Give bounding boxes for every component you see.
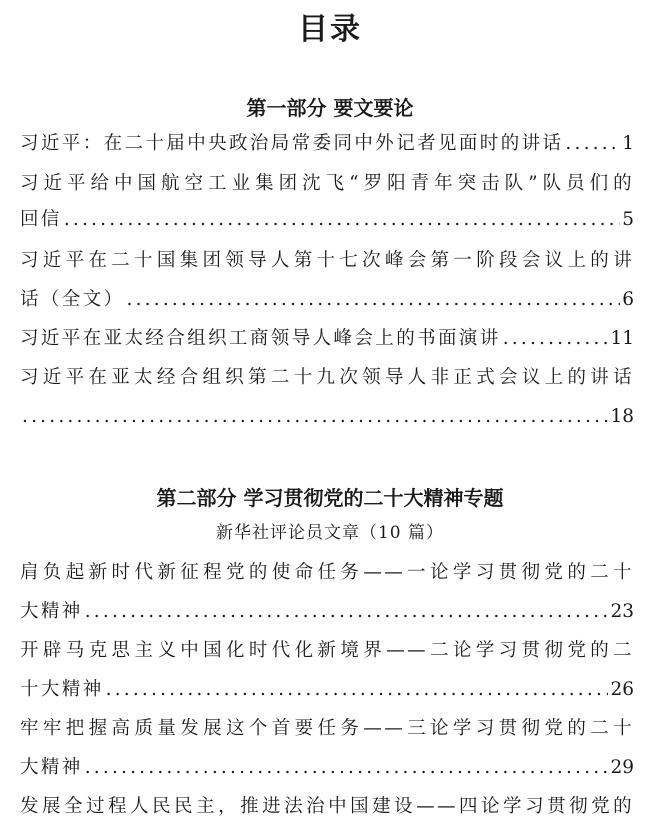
dot-leader [565, 132, 620, 156]
toc-entry[interactable] [20, 132, 634, 156]
toc-entry-title[interactable]: 肩负起新时代新征程党的使命任务——一论学习贯彻党的二十 [20, 562, 634, 583]
toc-entry-title: 话（全文） [20, 289, 125, 310]
toc-entry-page: 6 [622, 289, 634, 310]
toc-entry[interactable] [20, 327, 634, 351]
toc-entry-title: 习近平在亚太经合组织工商领导人峰会上的书面演讲 [20, 328, 501, 349]
toc-entry-title[interactable]: 发展全过程人民民主，推进法治中国建设——四论学习贯彻党的 [20, 796, 634, 817]
dot-leader [106, 678, 609, 702]
toc-entry[interactable] [20, 208, 634, 232]
toc-entry[interactable] [20, 678, 634, 702]
toc-entry-title: 大精神 [20, 757, 83, 778]
toc-entry-title: 大精神 [20, 601, 83, 622]
toc-entry-page: 5 [622, 209, 634, 230]
toc-entry-title[interactable]: 牢牢把握高质量发展这个首要任务——三论学习贯彻党的二十 [20, 718, 634, 739]
toc-entry-title: 十大精神 [20, 679, 104, 700]
toc-entry-page: 1 [622, 133, 634, 154]
dot-leader [127, 288, 621, 312]
part-heading: 第二部分 学习贯彻党的二十大精神专题 [156, 486, 504, 510]
dot-leader [64, 208, 620, 232]
dot-leader [85, 756, 609, 780]
dot-leader [503, 327, 609, 351]
toc-entry[interactable] [20, 288, 634, 312]
toc-entry-page: 26 [610, 679, 634, 700]
toc-entry-title[interactable]: 习近平在二十国集团领导人第十七次峰会第一阶段会议上的讲 [20, 250, 634, 271]
part-subheading: 新华社评论员文章（10 篇） [215, 523, 445, 543]
dot-leader [22, 405, 608, 429]
toc-entry-title: 回信 [20, 209, 62, 230]
part-heading: 第一部分 要文要论 [246, 96, 414, 120]
toc-entry[interactable] [20, 600, 634, 624]
dot-leader [85, 600, 609, 624]
toc-entry-title[interactable]: 开辟马克思主义中国化时代化新境界——二论学习贯彻党的二 [20, 640, 634, 661]
toc-entry[interactable] [20, 405, 634, 429]
toc-entry-title[interactable]: 习近平给中国航空工业集团沈飞“罗阳青年突击队”队员们的 [20, 173, 634, 194]
toc-entry-title: 习近平：在二十届中央政治局常委同中外记者见面时的讲话 [20, 133, 564, 154]
page-title: 目录 [298, 12, 362, 47]
toc-entry-title[interactable]: 习近平在亚太经合组织第二十九次领导人非正式会议上的讲话 [20, 367, 634, 388]
toc-entry[interactable] [20, 756, 634, 780]
toc-entry-page: 29 [610, 757, 634, 778]
toc-entry-page: 23 [610, 601, 634, 622]
toc-entry-page: 11 [610, 328, 634, 349]
toc-entry-page: 18 [610, 406, 634, 427]
